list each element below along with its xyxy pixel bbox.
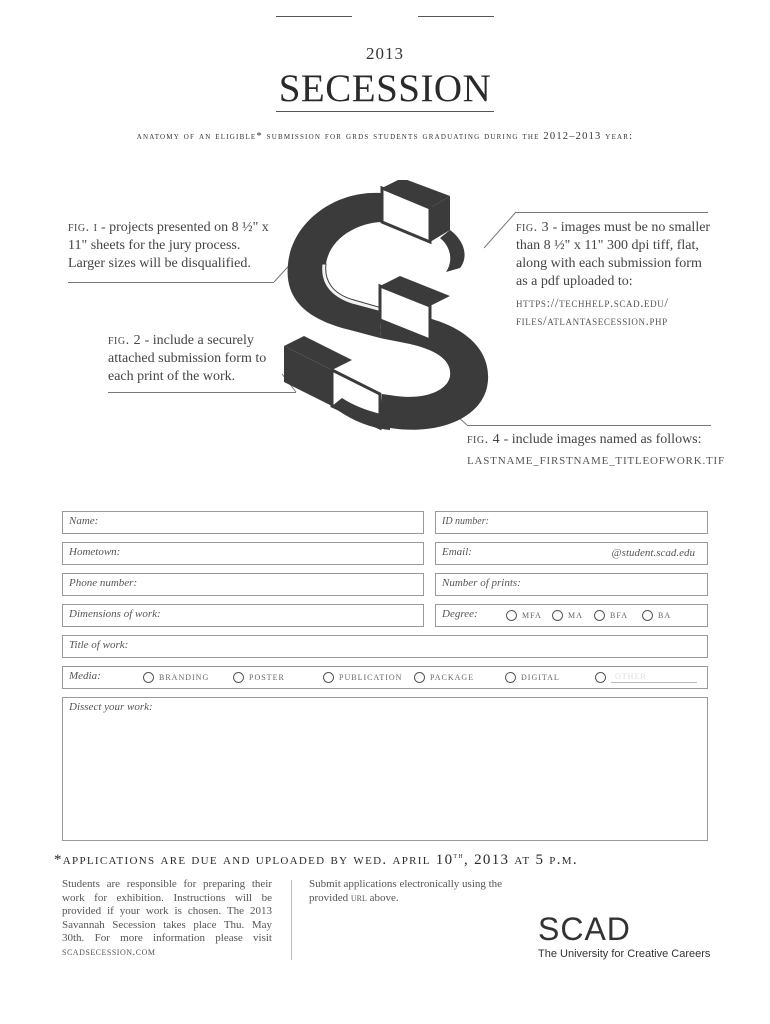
fig-1-note [68, 219, 274, 273]
id-number-label: ID number: [442, 516, 489, 527]
footer-right-text [309, 878, 529, 905]
footer-site-link[interactable]: scadsecession.com [62, 945, 156, 958]
scad-tagline: The University for Creative Careers [538, 948, 711, 960]
fig-2-note [108, 332, 268, 386]
year-rule-left [276, 16, 352, 17]
title-of-work-field[interactable] [62, 635, 708, 658]
radio-icon[interactable] [594, 610, 605, 621]
footer-right-url: url [350, 891, 367, 904]
radio-icon[interactable] [642, 610, 653, 621]
degree-label: Degree: [442, 608, 478, 620]
isometric-s-illustration [270, 180, 500, 440]
email-field[interactable] [435, 542, 708, 565]
hometown-label: Hometown: [69, 546, 121, 558]
degree-option-ba[interactable]: BA [642, 610, 671, 621]
name-label: Name: [69, 515, 99, 527]
phone-label: Phone number: [69, 577, 138, 589]
deadline-text-pre: *applications are due and uploaded by wed. april 10 [54, 852, 454, 868]
media-option-publication[interactable]: PUBLICATION [323, 672, 402, 683]
prints-label: Number of prints: [442, 577, 521, 589]
deadline-text-post: , 2013 at 5 p.m. [464, 852, 578, 868]
radio-icon[interactable] [595, 672, 606, 683]
prints-field[interactable] [435, 573, 708, 596]
hometown-field[interactable] [62, 542, 424, 565]
anatomy-heading: anatomy of an eligible* submission for grds students graduating during the 2012–2013 year: [136, 131, 634, 142]
fig-2-text: - include a securely attached submission form to each print of the work. [108, 333, 267, 384]
year-rule-right [418, 16, 494, 17]
dimensions-label: Dimensions of work: [69, 608, 161, 620]
radio-icon[interactable] [233, 672, 244, 683]
fig-4-leader [467, 425, 711, 426]
fig-4-text: - include images named as follows: [500, 432, 702, 447]
name-field[interactable] [62, 511, 424, 534]
fig-3-label: fig. 3 [516, 220, 550, 235]
fig-2-label: fig. 2 [108, 333, 142, 348]
page-title: SECESSION [278, 67, 492, 110]
footer-right-pre: Submit applications electronically using the provided [309, 878, 503, 904]
fig-3-url[interactable]: https://techhelp.scad.edu/ files/atlantasecession.php [516, 295, 669, 328]
fig-2-leader [108, 392, 296, 393]
fig-1-label: fig. i [68, 220, 98, 235]
dissect-label: Dissect your work: [69, 701, 153, 713]
degree-field [435, 604, 708, 627]
media-option-branding[interactable]: BRANDING [143, 672, 209, 683]
email-suffix: @student.scad.edu [611, 547, 695, 559]
radio-icon[interactable] [552, 610, 563, 621]
id-number-field[interactable] [435, 511, 708, 534]
footer-divider [291, 880, 292, 960]
media-other-ghost: OTHER [615, 672, 647, 681]
media-option-package[interactable]: PACKAGE [414, 672, 474, 683]
fig-1-text: - projects presented on 8 ½" x 11" sheets for the jury process. Larger sizes will be disqualified. [68, 220, 269, 271]
radio-icon[interactable] [143, 672, 154, 683]
email-label: Email: [442, 546, 472, 558]
radio-icon[interactable] [414, 672, 425, 683]
fig-4-label: fig. 4 [467, 432, 501, 447]
title-rule [276, 111, 494, 112]
degree-option-bfa[interactable]: BFA [594, 610, 628, 621]
year: 2013 [366, 44, 404, 63]
scad-logo: SCAD [538, 911, 631, 947]
radio-icon[interactable] [505, 672, 516, 683]
footer-left-text [62, 878, 272, 959]
radio-icon[interactable] [506, 610, 517, 621]
radio-icon[interactable] [323, 672, 334, 683]
deadline-sup: th [453, 850, 464, 860]
fig-4-note [467, 431, 727, 470]
media-field [62, 666, 708, 689]
degree-option-ma[interactable]: MA [552, 610, 583, 621]
fig-3-text: - images must be no smaller than 8 ½" x 11" 300 dpi tiff, flat, along with each submission form as a pdf uploaded to: [516, 220, 711, 289]
degree-option-mfa[interactable]: MFA [506, 610, 542, 621]
fig-3-note [516, 219, 716, 330]
fig-1-leader [68, 282, 274, 283]
fig-3-leader [516, 212, 708, 213]
media-label: Media: [69, 670, 101, 682]
media-option-poster[interactable]: POSTER [233, 672, 285, 683]
dimensions-field[interactable] [62, 604, 424, 627]
media-option-other[interactable] [595, 672, 611, 683]
dissect-field[interactable] [62, 697, 708, 841]
title-of-work-label: Title of work: [69, 639, 129, 651]
media-other-line[interactable] [611, 682, 697, 683]
footer-right-post: above. [366, 891, 399, 904]
deadline-notice [54, 850, 734, 869]
phone-field[interactable] [62, 573, 424, 596]
fig-4-filename: LASTNAME_FIRSTNAME_TITLEOFWORK.TIF [467, 455, 725, 467]
footer-left-body: Students are responsible for preparing their work for exhibition. Instructions will be provided if your work is chosen. The 2013 Savannah Secession takes place Thu. May 30th. For more information please visit [62, 878, 272, 944]
media-option-digital[interactable]: DIGITAL [505, 672, 560, 683]
year-row [0, 44, 770, 64]
